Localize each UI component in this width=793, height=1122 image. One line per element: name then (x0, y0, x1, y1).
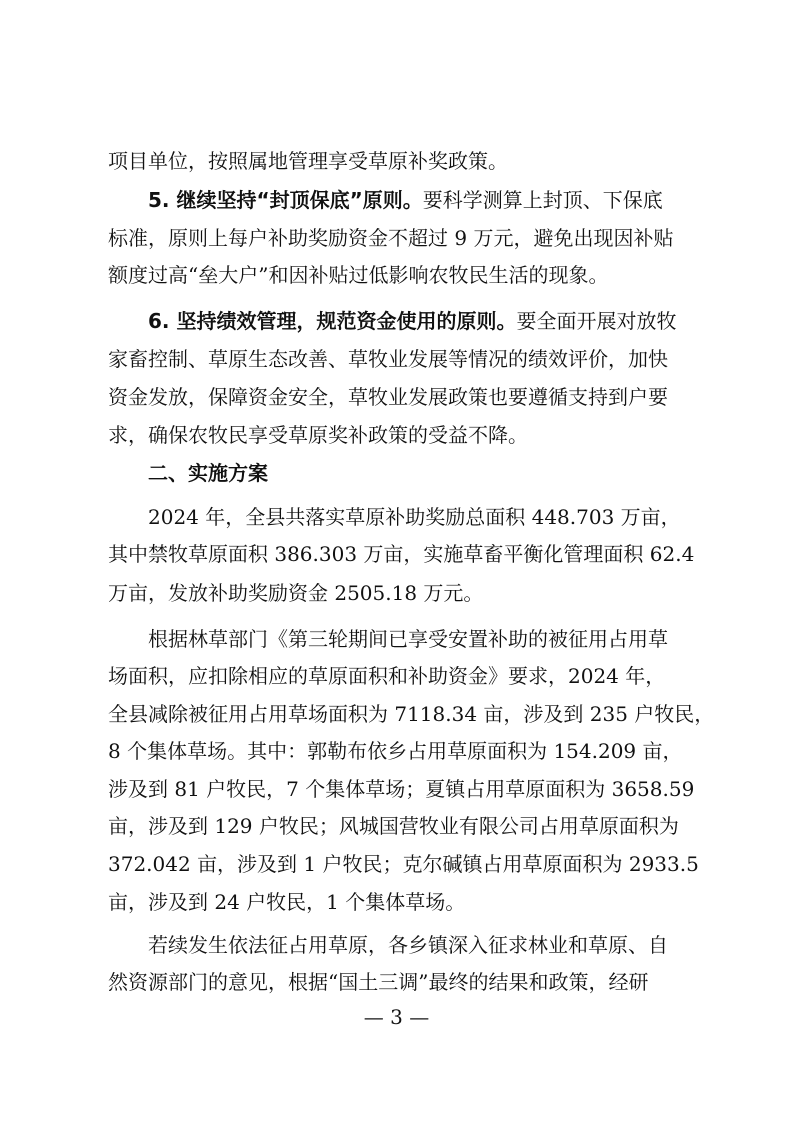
paragraph-line: 2024 年，全县共落实草原补助奖励总面积 448.703 万亩， (148, 505, 681, 529)
principle-5-text: 要科学测算上封顶、下保底 (422, 188, 663, 212)
principle-6-heading: 6. 坚持绩效管理，规范资金使用的原则。 (148, 309, 517, 333)
principle-6-line (108, 308, 688, 334)
paragraph-line: 根据林草部门《第三轮期间已享受安置补助的被征用占用草 (148, 627, 668, 651)
paragraph-line: 亩，涉及到 24 户牧民，1 个集体草场。 (108, 890, 466, 914)
paragraph-line: 涉及到 81 户牧民，7 个集体草场；夏镇占用草原面积为 3658.59 (108, 777, 695, 801)
paragraph-line: 项目单位，按照属地管理享受草原补奖政策。 (108, 149, 508, 173)
page-number: — 3 — (363, 1005, 430, 1029)
paragraph-line: 若续发生依法征占用草原，各乡镇深入征求林业和草原、自 (148, 933, 668, 957)
paragraph-line: 场面积，应扣除相应的草原面积和补助资金》要求，2024 年， (108, 664, 666, 688)
principle-5-line (108, 187, 688, 213)
paragraph-line: 亩，涉及到 129 户牧民；风城国营牧业有限公司占用草原面积为 (108, 814, 679, 838)
principle-5-heading: 5. 继续坚持“封顶保底”原则。 (148, 188, 423, 212)
paragraph-line: 全县减除被征用占用草场面积为 7118.34 亩，涉及到 235 户牧民， (108, 702, 715, 726)
principle-6-text: 要全面开展对放牧 (516, 309, 677, 333)
paragraph-line: 8 个集体草场。其中：郭勒布依乡占用草原面积为 154.209 亩， (108, 739, 683, 763)
paragraph-line: 标准，原则上每户补助奖励资金不超过 9 万元，避免出现因补贴 (108, 226, 674, 250)
section-heading: 二、实施方案 (148, 461, 268, 485)
paragraph-line: 万亩，发放补助奖励资金 2505.18 万元。 (108, 581, 484, 605)
paragraph-line: 家畜控制、草原生态改善、草牧业发展等情况的绩效评价，加快 (108, 347, 668, 371)
paragraph-line: 资金发放，保障资金安全，草牧业发展政策也要遵循支持到户要 (108, 385, 668, 409)
paragraph-line: 然资源部门的意见，根据“国土三调”最终的结果和政策，经研 (108, 970, 649, 994)
paragraph-line: 额度过高“垒大户”和因补贴过低影响农牧民生活的现象。 (108, 263, 609, 287)
paragraph-line: 其中禁牧草原面积 386.303 万亩，实施草畜平衡化管理面积 62.4 (108, 542, 695, 566)
paragraph-line: 求，确保农牧民享受草原奖补政策的受益不降。 (108, 423, 528, 447)
paragraph-line: 372.042 亩，涉及到 1 户牧民；克尔碱镇占用草原面积为 2933.5 (108, 852, 699, 876)
